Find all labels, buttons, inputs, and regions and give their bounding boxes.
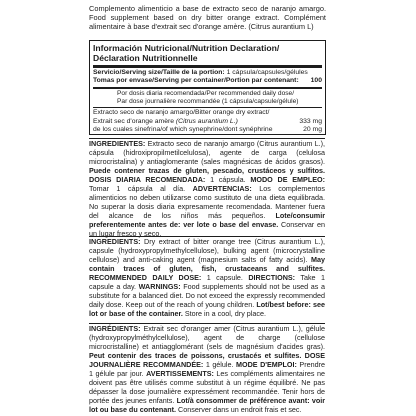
- es-directions-heading: MODO DE EMPLEO:: [250, 174, 325, 184]
- en-ingredients-text: Dry extract of bitter orange tree (Citrus aurantium L.), capsule (hydroxypropylmethylcellulose), bulking agent (microcrystalline cellulose) and anti-caking agent (magnesium salts of fatty acids).: [89, 237, 325, 264]
- ingredient-line2: [93, 118, 238, 126]
- nutrition-title-line1: Información Nutricional/Nutrition Declaration/: [93, 43, 280, 53]
- ingredient-name-fr: Extrait sec d'orange amère: [93, 117, 176, 125]
- ingredient-latin: (Citrus aurantium L.): [175, 117, 238, 125]
- fr-directions-heading: MODE D'EMPLOI:: [236, 359, 297, 369]
- fr-dose-text: 1 gélule.: [203, 359, 236, 369]
- es-warnings-text: Los complementos alimenticios no deben utilizarse como sustituto de una dieta equilibrada. No superar la dosis diaria expresamente recomendada. Mantener fuera del alcance de los niños más pequeños.: [89, 183, 326, 220]
- fr-ingredients-text: Extrait sec d'oranger amer (Citrus aurantium L.), gélule (hydroxypropylméthylcellulose), agent de charge (cellulose microcristalline) et antiagglomérant (sels de magnésium d'acides gras).: [89, 324, 325, 351]
- synephrine-label: de los cuales sinefrina/of which synephrine/dont synéphrine: [93, 125, 273, 133]
- es-ingredients-text: Extracto seco de naranjo amargo (Citrus aurantium L.), cápsula (hidroxipropilmetilcelulosa), agente de carga (celulosa microcristalina) y antiaglomerante (sales magnésicas de ácidos grasos).: [89, 139, 325, 166]
- nutrition-table: [89, 40, 326, 135]
- synephrine-row: [93, 126, 322, 134]
- serving-size-label: Servicio/Serving size/Taille de la portion:: [93, 69, 225, 76]
- es-storage-text: Conservar en un lugar fresco y seco.: [89, 219, 325, 238]
- serving-size-value: 1 cápsula/capsules/gélules: [226, 69, 308, 76]
- es-warnings-heading: ADVERTENCIAS:: [192, 183, 252, 193]
- servings-row: [93, 77, 322, 85]
- fr-allergens-dose-heading: Peut contenir des traces de poissons, crustacés et sulfites. DOSE JOURNALIÈRE RECOMMANDÉE:: [89, 350, 325, 369]
- synephrine-value: 20 mg: [303, 125, 322, 133]
- es-lot-heading: Lote/consumir preferentemente antes de: ver lote o base del envase.: [89, 210, 325, 229]
- fr-directions-text: Prendre 1 gélule par jour.: [89, 359, 325, 378]
- fr-warnings-heading: AVERTISSEMENTS:: [146, 368, 214, 378]
- fr-ingredients-heading: INGRÉDIENTS:: [89, 324, 141, 333]
- ingredient-row: [93, 118, 322, 126]
- en-lot-heading: Lot/best before: see lot or base of the container.: [89, 299, 325, 318]
- en-directions-heading: DIRECTIONS:: [248, 272, 296, 282]
- nutrition-title: [93, 41, 322, 63]
- spanish-section: [89, 140, 325, 238]
- es-directions-text: Tomar 1 cápsula al día.: [89, 183, 193, 193]
- en-storage-text: Store in a cool, dry place.: [182, 308, 266, 318]
- daily-dose-line2: Par dose journalière recommandée (1 cápsula/capsule/gélule): [117, 98, 299, 106]
- servings-value: 100: [310, 77, 322, 85]
- intro-description: Complemento alimenticio a base de extracto seco de naranjo amargo. Food supplement based on dry bitter orange extract. Complément alimentaire à base d'extrait sec d'orange amère.: [89, 4, 326, 32]
- es-allergens-dose-heading: Puede contener trazas de gluten, pescado, crustáceos y sulfitos. DOSIS DIARIA RECOMENDADA:: [89, 165, 325, 184]
- intro-latin-name: (Citrus aurantium L): [248, 22, 314, 32]
- en-warnings-heading: WARNINGS:: [138, 281, 181, 291]
- thick-divider: [93, 65, 322, 68]
- en-ingredients-heading: INGREDIENTS:: [89, 237, 141, 246]
- en-warnings-text: Food supplements should not be used as a substitute for a balanced diet. Do not exceed the expressly recommended daily dose. Keep out of the reach of young children.: [89, 281, 325, 309]
- ingredient-line1: Extracto seco de naranjo amargo/Bitter orange dry extract/: [93, 109, 270, 117]
- intro-text: [89, 4, 326, 32]
- daily-dose-header: [93, 90, 322, 106]
- daily-dose-line1: Por dosis diaria recomendada/Per recommended daily dose/: [117, 90, 295, 98]
- english-section: [89, 238, 325, 319]
- en-dose-text: 1 capsule.: [201, 272, 249, 282]
- es-ingredients-heading: INGREDIENTES:: [89, 139, 146, 148]
- thick-divider-2: [93, 87, 322, 89]
- es-dose-text: 1 cápsula.: [205, 174, 251, 184]
- serving-size-row: [93, 69, 322, 77]
- fr-storage-text: Conserver dans un endroit frais et sec.: [176, 404, 302, 414]
- en-directions-text: Take 1 capsule a day.: [89, 272, 325, 291]
- servings-label: Tomas por envase/Serving per container/Portion par contenant:: [93, 77, 299, 85]
- ingredient-value: 333 mg: [299, 117, 322, 125]
- fr-lot-heading: Lot/à consommer de préférence avant: voir lot ou base du contenant.: [89, 395, 326, 414]
- nutrition-title-line2: Déclaration Nutritionnelle: [93, 53, 198, 63]
- french-section: [89, 325, 325, 415]
- fr-warnings-text: Les compléments alimentaires ne doivent pas être utilisés comme substitut à un régime équilibré. Ne pas dépasser la dose journalière expressément recommandée. Tenir hors de portée des jeunes enfants.: [89, 368, 325, 405]
- en-allergens-dose-heading: May contain traces of gluten, fish, crustaceans and sulfites. RECOMMENDED DAILY DOSE:: [89, 254, 325, 282]
- thin-divider: [93, 107, 322, 108]
